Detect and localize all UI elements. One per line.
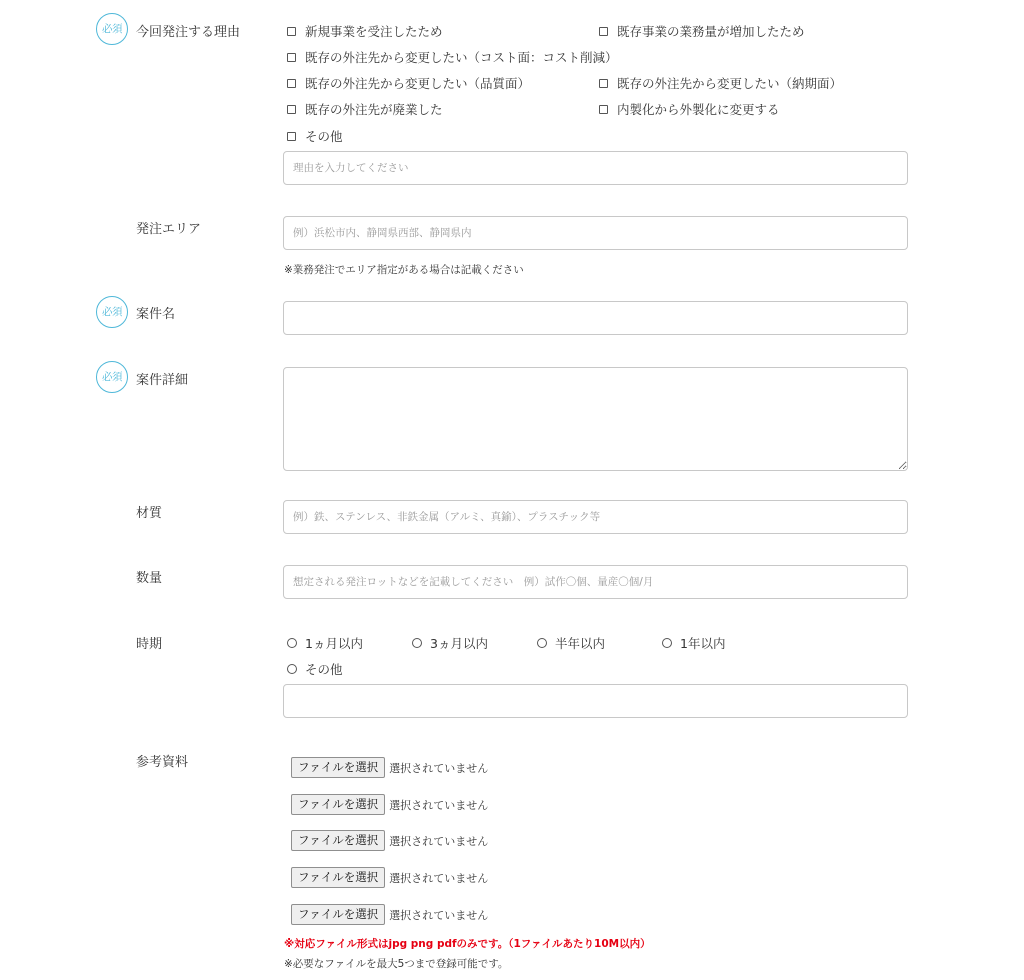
reason-option-delivery[interactable]: 既存の外注先から変更したい（納期面） bbox=[599, 74, 842, 92]
quantity-input[interactable] bbox=[283, 565, 908, 599]
reason-label: 今回発注する理由 bbox=[136, 25, 241, 40]
timing-option-half-year[interactable]: 半年以内 bbox=[537, 634, 605, 652]
project-name-input[interactable] bbox=[283, 301, 908, 335]
reason-option-outsource[interactable]: 内製化から外製化に変更する bbox=[599, 100, 780, 118]
area-note: ※業務発注でエリア指定がある場合は記載ください bbox=[284, 264, 524, 276]
checkbox[interactable] bbox=[287, 105, 296, 114]
radio-button[interactable] bbox=[287, 638, 297, 648]
required-badge: 必須 bbox=[96, 296, 128, 328]
reason-input[interactable] bbox=[283, 151, 908, 185]
material-input[interactable] bbox=[283, 500, 908, 534]
reference-label: 参考資料 bbox=[136, 755, 189, 770]
radio-button[interactable] bbox=[287, 664, 297, 674]
checkbox[interactable] bbox=[599, 105, 608, 114]
file-status: 選択されていません bbox=[389, 798, 489, 812]
project-detail-textarea[interactable] bbox=[283, 367, 908, 471]
timing-option-1year[interactable]: 1年以内 bbox=[662, 634, 725, 652]
timing-option-1month[interactable]: 1ヵ月以内 bbox=[287, 634, 363, 652]
file-format-note: ※対応ファイル形式はjpg png pdfのみです。（1ファイルあたり10M以内） bbox=[284, 938, 651, 950]
timing-option-other[interactable]: その他 bbox=[287, 660, 343, 678]
choose-file-button[interactable]: ファイルを選択 bbox=[291, 867, 385, 888]
choose-file-button[interactable]: ファイルを選択 bbox=[291, 830, 385, 851]
file-input-3[interactable] bbox=[291, 830, 488, 851]
reason-option-cost[interactable]: 既存の外注先から変更したい（コスト面：コスト削減） bbox=[287, 48, 618, 66]
material-label: 材質 bbox=[136, 506, 163, 521]
project-detail-label: 案件詳細 bbox=[136, 373, 189, 388]
timing-input[interactable] bbox=[283, 684, 908, 718]
choose-file-button[interactable]: ファイルを選択 bbox=[291, 904, 385, 925]
radio-button[interactable] bbox=[412, 638, 422, 648]
checkbox[interactable] bbox=[599, 27, 608, 36]
file-status: 選択されていません bbox=[389, 871, 489, 885]
required-badge: 必須 bbox=[96, 13, 128, 45]
reason-option-new-business[interactable]: 新規事業を受注したため bbox=[287, 22, 443, 40]
timing-label: 時期 bbox=[136, 637, 163, 652]
checkbox[interactable] bbox=[287, 27, 296, 36]
reason-option-quality[interactable]: 既存の外注先から変更したい（品質面） bbox=[287, 74, 530, 92]
reason-option-workload-increase[interactable]: 既存事業の業務量が増加したため bbox=[599, 22, 805, 40]
checkbox[interactable] bbox=[287, 79, 296, 88]
reason-option-other[interactable]: その他 bbox=[287, 127, 343, 145]
choose-file-button[interactable]: ファイルを選択 bbox=[291, 794, 385, 815]
file-max-note: ※必要なファイルを最大5つまで登録可能です。 bbox=[284, 958, 509, 970]
radio-button[interactable] bbox=[662, 638, 672, 648]
timing-option-3months[interactable]: 3ヵ月以内 bbox=[412, 634, 488, 652]
reason-option-closed[interactable]: 既存の外注先が廃業した bbox=[287, 100, 443, 118]
area-label: 発注エリア bbox=[136, 222, 202, 237]
area-input[interactable] bbox=[283, 216, 908, 250]
file-status: 選択されていません bbox=[389, 761, 489, 775]
file-input-2[interactable] bbox=[291, 794, 488, 815]
file-input-1[interactable] bbox=[291, 757, 488, 778]
quantity-label: 数量 bbox=[136, 571, 163, 586]
file-status: 選択されていません bbox=[389, 908, 489, 922]
checkbox[interactable] bbox=[599, 79, 608, 88]
checkbox[interactable] bbox=[287, 132, 296, 141]
required-badge: 必須 bbox=[96, 361, 128, 393]
project-name-label: 案件名 bbox=[136, 307, 176, 322]
file-status: 選択されていません bbox=[389, 834, 489, 848]
file-input-5[interactable] bbox=[291, 904, 488, 925]
checkbox[interactable] bbox=[287, 53, 296, 62]
choose-file-button[interactable]: ファイルを選択 bbox=[291, 757, 385, 778]
radio-button[interactable] bbox=[537, 638, 547, 648]
file-input-4[interactable] bbox=[291, 867, 488, 888]
